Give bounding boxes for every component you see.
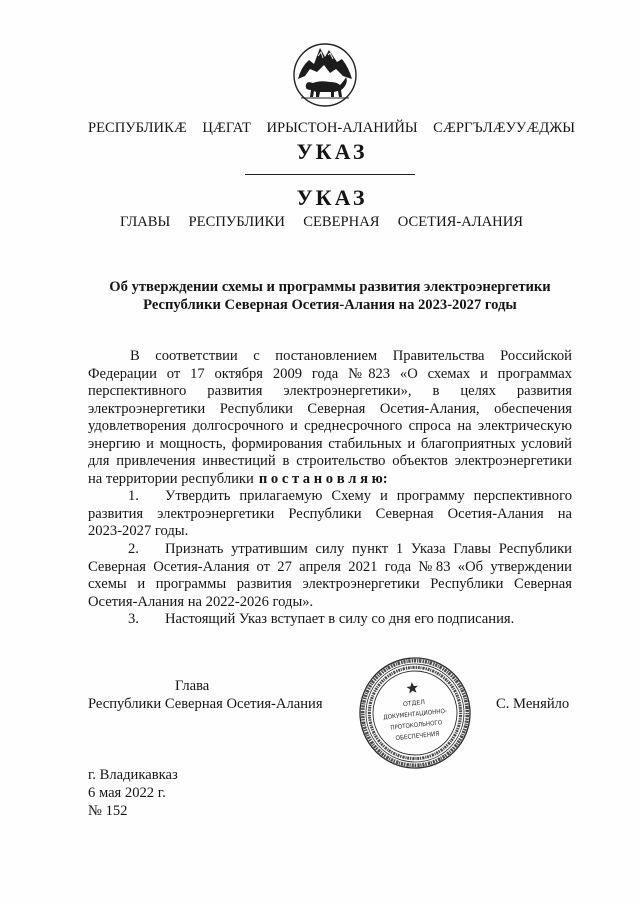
item-1-line <box>88 488 572 506</box>
signatory-position-line: Глава <box>175 678 210 694</box>
resolve-word: п о с т а н о в л я ю: <box>258 470 388 487</box>
item-2-line <box>88 541 572 559</box>
item-text: Признать утратившим силу пункт 1 Указа Главы Республики <box>165 541 572 558</box>
coat-of-arms-icon <box>290 36 360 110</box>
item-number: 3. <box>128 611 139 628</box>
preamble-line: для привлечения инвестиций в строительство объектов электроэнергетики <box>88 453 572 470</box>
stamp-text-line: ОБЕСПЕЧЕНИЯ <box>395 730 444 743</box>
preamble-closing-text: на территории республики <box>88 470 254 487</box>
ossetian-authority-heading: РЕСПУБЛИКӔ ЦӔГАТ ИРЫСТОН-АЛАНИЙЫ СӔРГЪЛӔУУӔДЖЫ <box>88 120 575 136</box>
official-stamp <box>355 653 475 773</box>
signatory-position-line: Республики Северная Осетия-Алания <box>88 696 323 712</box>
item-2-line: Осетия-Алания на 2022-2026 годы». <box>88 593 314 610</box>
item-1-line: развития электроэнергетики Республики Северная Осетия-Алания на <box>88 505 572 522</box>
stamp-emblem-icon <box>406 682 419 694</box>
item-number: 2. <box>128 541 139 558</box>
preamble-line: электроэнергетики Республики Северная Осетия-Алания, обеспечения <box>88 400 572 417</box>
item-3-line <box>88 611 572 629</box>
russian-decree-heading: УКАЗ <box>296 185 368 210</box>
ossetian-decree-heading: УКАЗ <box>296 139 368 164</box>
decree-title <box>88 278 572 314</box>
item-text: Настоящий Указ вступает в силу со дня его подписания. <box>165 611 515 628</box>
stamp-text-line: ПРОТОКОЛЬНОГО <box>390 718 449 732</box>
item-2-line: Северная Осетия-Алания от 27 апреля 2021 года №83 «Об утверждении <box>88 558 572 575</box>
preamble-line: удовлетворения долгосрочного и среднесрочного спроса на электрическую <box>88 418 572 435</box>
heading-divider <box>245 174 415 175</box>
preamble-closing-line <box>88 471 572 489</box>
item-number: 1. <box>128 488 139 505</box>
preamble-line: энергию и мощность, формирования стабильных и благоприятных условий <box>88 435 572 452</box>
decree-number: № 152 <box>88 803 128 819</box>
issue-city: г. Владикавказ <box>88 767 178 783</box>
decree-title-line: Республики Северная Осетия-Алания на 2023-2027 годы <box>143 297 517 313</box>
stamp-text-line: ДОКУМЕНТАЦИОННО- <box>382 706 454 722</box>
decree-title-line: Об утверждении схемы и программы развития электроэнергетики <box>109 279 551 295</box>
item-2-line: схемы и программы развития электроэнергетики Республики Северная <box>88 576 572 593</box>
preamble-line: В соответствии с постановлением Правительства Российской <box>130 348 572 364</box>
issue-date: 6 мая 2022 г. <box>88 785 166 801</box>
signatory-name: С. Меняйло <box>496 696 570 712</box>
russian-authority-heading: ГЛАВЫ РЕСПУБЛИКИ СЕВЕРНАЯ ОСЕТИЯ-АЛАНИЯ <box>120 214 523 230</box>
decree-body <box>88 348 572 629</box>
item-1-line: 2023-2027 годы. <box>88 523 189 540</box>
item-text: Утвердить прилагаемую Схему и программу перспективного <box>165 488 572 505</box>
preamble-line: перспективного развития электроэнергетики», в целях развития <box>88 383 572 400</box>
preamble-line: Федерации от 17 октября 2009 года №823 «О схемах и программах <box>88 365 572 382</box>
stamp-text-line: ОТДЕЛ <box>402 698 426 709</box>
